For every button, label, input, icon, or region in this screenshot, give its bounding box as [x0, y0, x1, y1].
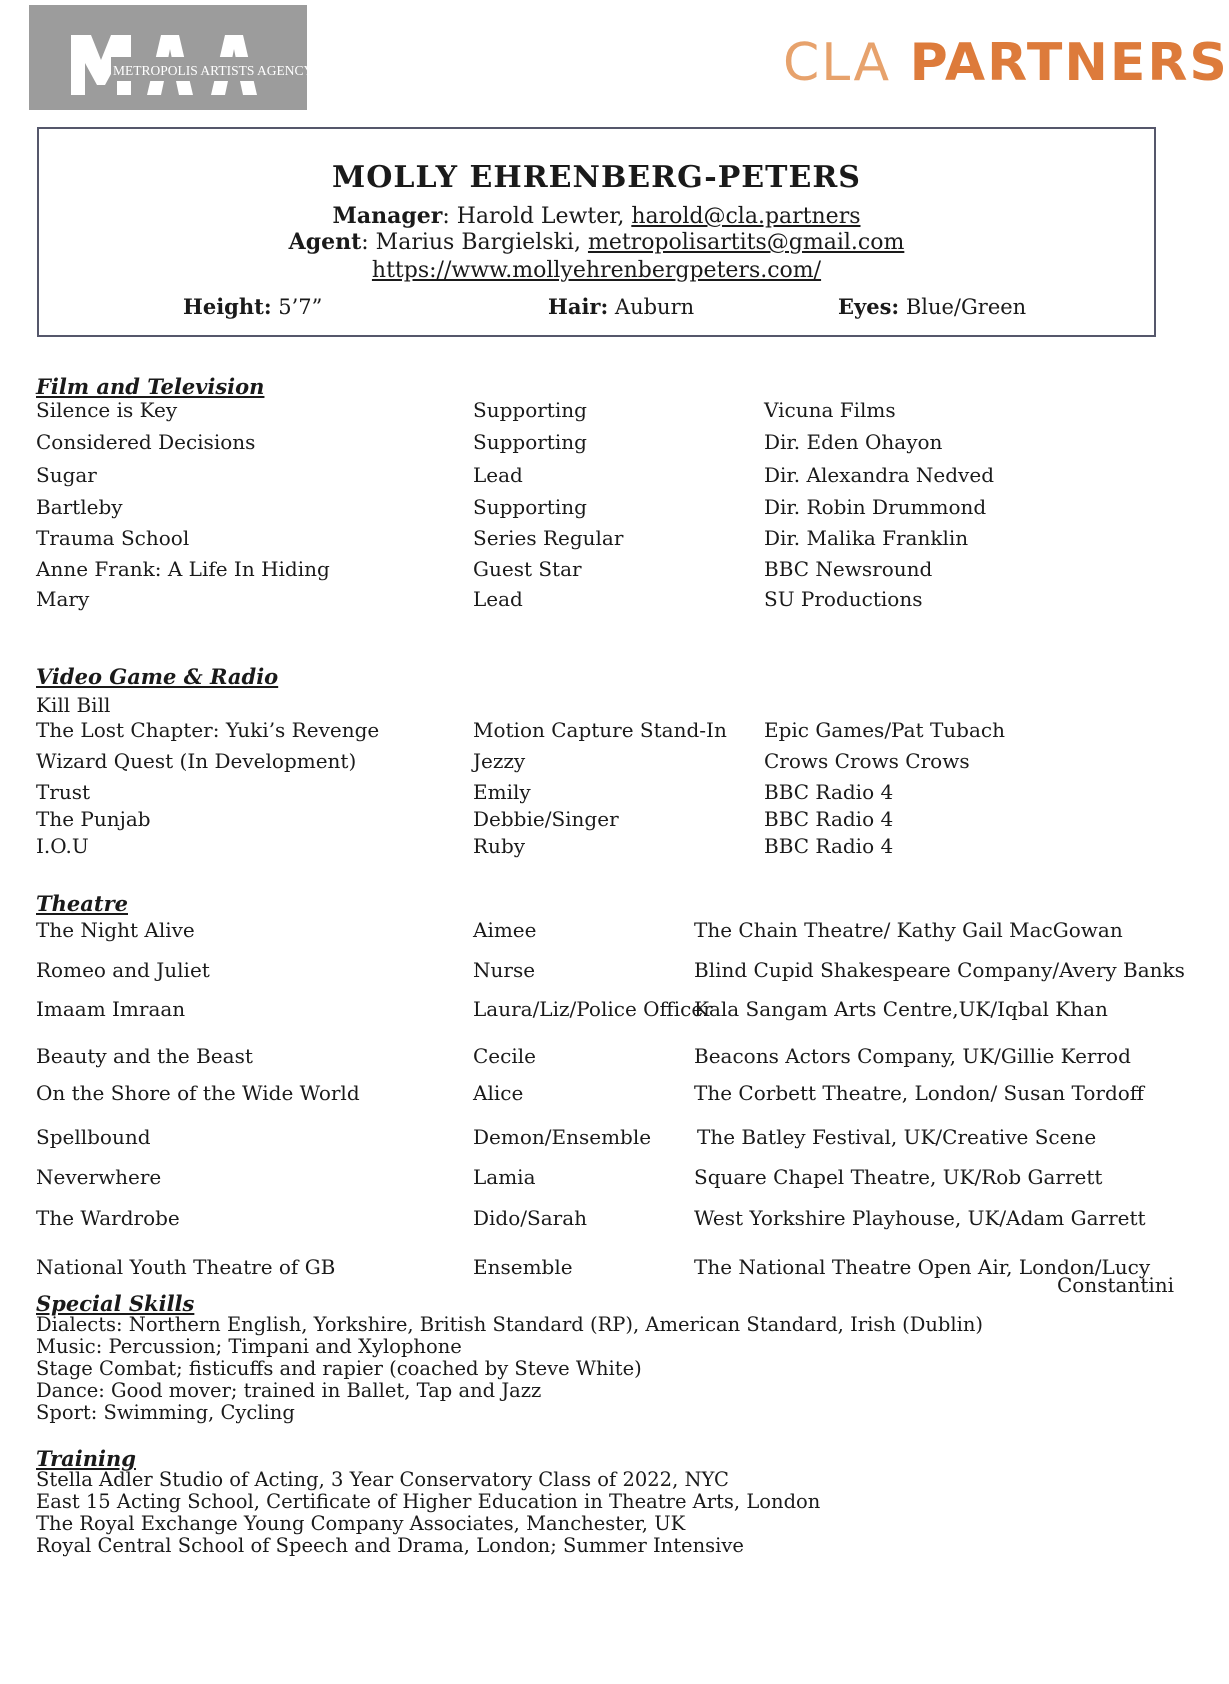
training-line: The Royal Exchange Young Company Associates, Manchester, UK	[36, 1512, 686, 1535]
film-company: Dir. Malika Franklin	[764, 526, 969, 550]
game-company: Crows Crows Crows	[764, 749, 970, 773]
theatre-title: On the Shore of the Wide World	[36, 1081, 360, 1105]
game-role: Ruby	[473, 834, 526, 858]
height-value: 5’7”	[271, 295, 323, 319]
skill-line: Dialects: Northern English, Yorkshire, British Standard (RP), American Standard, Irish (Dublin)	[36, 1313, 984, 1336]
website-link[interactable]: https://www.mollyehrenbergpeters.com/	[371, 258, 822, 283]
cla-logo-bold-text: PARTNERS	[909, 33, 1229, 93]
cla-logo-light-text: CLA	[783, 33, 892, 93]
film-role: Supporting	[473, 430, 587, 454]
section-heading-training: Training	[36, 1446, 136, 1471]
game-title: Kill Bill	[36, 693, 111, 717]
theatre-title: The Night Alive	[36, 918, 195, 942]
game-role: Debbie/Singer	[473, 807, 619, 831]
film-title: Anne Frank: A Life In Hiding	[36, 557, 330, 581]
training-line: Royal Central School of Speech and Drama, London; Summer Intensive	[36, 1534, 744, 1557]
actor-name: MOLLY EHRENBERG-PETERS	[332, 160, 861, 195]
manager-label: Manager	[332, 203, 443, 229]
theatre-role: Aimee	[473, 918, 537, 942]
game-title: I.O.U	[36, 834, 89, 858]
agent-name: : Marius Bargielski,	[361, 230, 588, 255]
film-role: Guest Star	[473, 557, 582, 581]
theatre-company: The Chain Theatre/ Kathy Gail MacGowan	[694, 918, 1123, 942]
film-title: Trauma School	[36, 526, 190, 550]
film-title: Mary	[36, 587, 90, 611]
game-company: BBC Radio 4	[764, 780, 894, 804]
theatre-role: Cecile	[473, 1044, 536, 1068]
height-label: Height:	[183, 294, 272, 319]
theatre-title: Beauty and the Beast	[36, 1044, 253, 1068]
agent-label: Agent	[288, 229, 362, 255]
theatre-role: Ensemble	[473, 1255, 573, 1279]
game-title: Trust	[36, 780, 91, 804]
film-company: SU Productions	[764, 587, 923, 611]
game-title: The Lost Chapter: Yuki’s Revenge	[36, 718, 380, 742]
theatre-company: Blind Cupid Shakespeare Company/Avery Banks	[694, 958, 1185, 982]
theatre-title: Spellbound	[36, 1125, 151, 1149]
game-title: The Punjab	[36, 807, 151, 831]
manager-line	[37, 202, 1156, 231]
website-line	[37, 257, 1156, 285]
game-company: BBC Radio 4	[764, 834, 894, 858]
film-title: Considered Decisions	[36, 430, 256, 454]
skill-line: Dance: Good mover; trained in Ballet, Tap and Jazz	[36, 1379, 542, 1402]
game-company: Epic Games/Pat Tubach	[764, 718, 1005, 742]
eyes-value: Blue/Green	[899, 295, 1027, 319]
theatre-title: National Youth Theatre of GB	[36, 1255, 336, 1279]
film-company: Dir. Robin Drummond	[764, 495, 987, 519]
film-company: Dir. Alexandra Nedved	[764, 463, 994, 487]
manager-name: : Harold Lewter,	[442, 204, 632, 229]
film-role: Supporting	[473, 495, 587, 519]
game-role: Emily	[473, 780, 531, 804]
game-title: Wizard Quest (In Development)	[36, 749, 357, 773]
film-company: BBC Newsround	[764, 557, 933, 581]
film-title: Sugar	[36, 463, 97, 487]
section-heading-theatre: Theatre	[36, 891, 128, 916]
theatre-role: Dido/Sarah	[473, 1206, 588, 1230]
game-role: Jezzy	[473, 749, 526, 773]
game-company: BBC Radio 4	[764, 807, 894, 831]
manager-email-link[interactable]: harold@cla.partners	[631, 204, 861, 229]
theatre-role: Laura/Liz/Police Officer	[473, 997, 713, 1021]
skill-line: Stage Combat; fisticuffs and rapier (coached by Steve White)	[36, 1357, 642, 1380]
film-role: Lead	[473, 463, 523, 487]
theatre-title: Imaam Imraan	[36, 997, 186, 1021]
section-heading-skills: Special Skills	[36, 1291, 195, 1316]
theatre-role: Alice	[473, 1081, 524, 1105]
theatre-role: Lamia	[473, 1165, 536, 1189]
film-role: Series Regular	[473, 526, 624, 550]
theatre-role: Demon/Ensemble	[473, 1125, 652, 1149]
theatre-company: The Corbett Theatre, London/ Susan Tordoff	[694, 1081, 1144, 1105]
agent-email-link[interactable]: metropolisartits@gmail.com	[587, 230, 905, 255]
theatre-title: Neverwhere	[36, 1165, 162, 1189]
theatre-company: Kala Sangam Arts Centre,UK/Iqbal Khan	[694, 997, 1108, 1021]
section-heading-games: Video Game & Radio	[36, 664, 279, 689]
theatre-title: The Wardrobe	[36, 1206, 180, 1230]
hair-label: Hair:	[548, 294, 609, 319]
eyes-stat	[838, 293, 1026, 321]
film-company: Vicuna Films	[764, 398, 896, 422]
film-role: Lead	[473, 587, 523, 611]
training-line: East 15 Acting School, Certificate of Higher Education in Theatre Arts, London	[36, 1490, 821, 1513]
agency-logo-text: METROPOLIS ARTISTS AGENCY	[113, 63, 314, 78]
skill-line: Sport: Swimming, Cycling	[36, 1401, 295, 1424]
game-role: Motion Capture Stand-In	[473, 718, 727, 742]
hair-value: Auburn	[608, 295, 695, 319]
theatre-company: Square Chapel Theatre, UK/Rob Garrett	[694, 1165, 1103, 1189]
metropolis-artists-agency-logo	[29, 5, 314, 110]
theatre-company: Beacons Actors Company, UK/Gillie Kerrod	[694, 1044, 1131, 1068]
hair-stat	[548, 293, 694, 321]
film-title: Silence is Key	[36, 398, 178, 422]
theatre-company: The National Theatre Open Air, London/Lucy	[694, 1255, 1151, 1279]
theatre-company-overflow: Constantini	[1057, 1273, 1175, 1297]
theatre-role: Nurse	[473, 958, 536, 982]
theatre-company: West Yorkshire Playhouse, UK/Adam Garrett	[694, 1206, 1146, 1230]
film-title: Bartleby	[36, 495, 123, 519]
training-line: Stella Adler Studio of Acting, 3 Year Conservatory Class of 2022, NYC	[36, 1468, 729, 1491]
theatre-title: Romeo and Juliet	[36, 958, 210, 982]
agent-line	[37, 228, 1156, 257]
section-heading-film: Film and Television	[36, 374, 265, 399]
eyes-label: Eyes:	[838, 294, 900, 319]
film-company: Dir. Eden Ohayon	[764, 430, 943, 454]
height-stat	[183, 293, 322, 321]
theatre-company: The Batley Festival, UK/Creative Scene	[697, 1125, 1097, 1149]
cla-partners-logo	[783, 33, 1229, 93]
film-role: Supporting	[473, 398, 587, 422]
skill-line: Music: Percussion; Timpani and Xylophone	[36, 1335, 462, 1358]
